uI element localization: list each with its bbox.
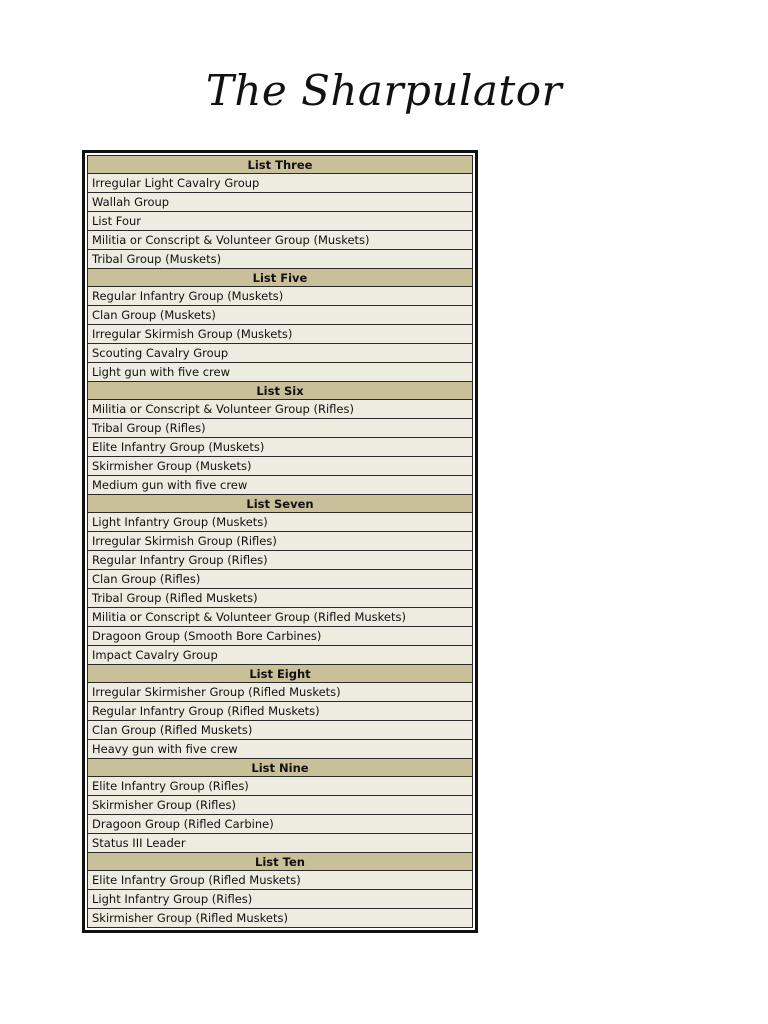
table-row xyxy=(88,532,473,551)
list-item: Militia or Conscript & Volunteer Group (Rifles) xyxy=(88,400,473,419)
list-item: Dragoon Group (Rifled Carbine) xyxy=(88,815,473,834)
table-row xyxy=(88,476,473,495)
section-header-row xyxy=(88,665,473,683)
table-row xyxy=(88,193,473,212)
list-item: Impact Cavalry Group xyxy=(88,646,473,665)
table-row xyxy=(88,702,473,721)
table-row xyxy=(88,646,473,665)
table-row xyxy=(88,570,473,589)
list-item: Irregular Light Cavalry Group xyxy=(88,174,473,193)
section-header: List Seven xyxy=(88,495,473,513)
section-header: List Six xyxy=(88,382,473,400)
table-row xyxy=(88,683,473,702)
list-item: Clan Group (Muskets) xyxy=(88,306,473,325)
table-row xyxy=(88,400,473,419)
list-item: Militia or Conscript & Volunteer Group (Muskets) xyxy=(88,231,473,250)
list-item: Scouting Cavalry Group xyxy=(88,344,473,363)
list-item: Tribal Group (Muskets) xyxy=(88,250,473,269)
list-item: Irregular Skirmish Group (Rifles) xyxy=(88,532,473,551)
section-header-row xyxy=(88,495,473,513)
list-item: Irregular Skirmisher Group (Rifled Muskets) xyxy=(88,683,473,702)
section-header: List Five xyxy=(88,269,473,287)
lists-table-frame xyxy=(82,150,478,933)
list-item: Wallah Group xyxy=(88,193,473,212)
list-item: Regular Infantry Group (Rifled Muskets) xyxy=(88,702,473,721)
list-item: List Four xyxy=(88,212,473,231)
table-row xyxy=(88,608,473,627)
table-row xyxy=(88,721,473,740)
table-row xyxy=(88,457,473,476)
list-item: Medium gun with five crew xyxy=(88,476,473,495)
list-item: Clan Group (Rifles) xyxy=(88,570,473,589)
section-header: List Three xyxy=(88,156,473,174)
list-item: Light gun with five crew xyxy=(88,363,473,382)
lists-table-body xyxy=(88,156,473,928)
list-item: Skirmisher Group (Rifled Muskets) xyxy=(88,909,473,928)
table-row xyxy=(88,815,473,834)
table-row xyxy=(88,174,473,193)
table-row xyxy=(88,777,473,796)
section-header: List Ten xyxy=(88,853,473,871)
table-row xyxy=(88,513,473,532)
list-item: Heavy gun with five crew xyxy=(88,740,473,759)
list-item: Tribal Group (Rifles) xyxy=(88,419,473,438)
table-row xyxy=(88,438,473,457)
table-row xyxy=(88,250,473,269)
table-row xyxy=(88,419,473,438)
list-item: Irregular Skirmish Group (Muskets) xyxy=(88,325,473,344)
list-item: Status III Leader xyxy=(88,834,473,853)
list-item: Regular Infantry Group (Rifles) xyxy=(88,551,473,570)
table-row xyxy=(88,551,473,570)
list-item: Light Infantry Group (Muskets) xyxy=(88,513,473,532)
table-row xyxy=(88,212,473,231)
list-item: Clan Group (Rifled Muskets) xyxy=(88,721,473,740)
lists-table xyxy=(87,155,473,928)
list-item: Skirmisher Group (Muskets) xyxy=(88,457,473,476)
list-item: Militia or Conscript & Volunteer Group (Rifled Muskets) xyxy=(88,608,473,627)
table-row xyxy=(88,909,473,928)
list-item: Dragoon Group (Smooth Bore Carbines) xyxy=(88,627,473,646)
section-header-row xyxy=(88,853,473,871)
page-title: The Sharpulator xyxy=(205,66,563,115)
list-item: Light Infantry Group (Rifles) xyxy=(88,890,473,909)
list-item: Elite Infantry Group (Muskets) xyxy=(88,438,473,457)
table-row xyxy=(88,325,473,344)
list-item: Elite Infantry Group (Rifled Muskets) xyxy=(88,871,473,890)
table-row xyxy=(88,306,473,325)
section-header-row xyxy=(88,269,473,287)
list-item: Regular Infantry Group (Muskets) xyxy=(88,287,473,306)
table-row xyxy=(88,627,473,646)
table-row xyxy=(88,589,473,608)
table-row xyxy=(88,287,473,306)
table-row xyxy=(88,890,473,909)
section-header: List Eight xyxy=(88,665,473,683)
table-row xyxy=(88,740,473,759)
table-row xyxy=(88,871,473,890)
list-item: Skirmisher Group (Rifles) xyxy=(88,796,473,815)
list-item: Tribal Group (Rifled Muskets) xyxy=(88,589,473,608)
table-row xyxy=(88,231,473,250)
table-row xyxy=(88,344,473,363)
table-row xyxy=(88,796,473,815)
list-item: Elite Infantry Group (Rifles) xyxy=(88,777,473,796)
table-row xyxy=(88,834,473,853)
table-row xyxy=(88,363,473,382)
section-header-row xyxy=(88,382,473,400)
section-header-row xyxy=(88,156,473,174)
section-header-row xyxy=(88,759,473,777)
section-header: List Nine xyxy=(88,759,473,777)
